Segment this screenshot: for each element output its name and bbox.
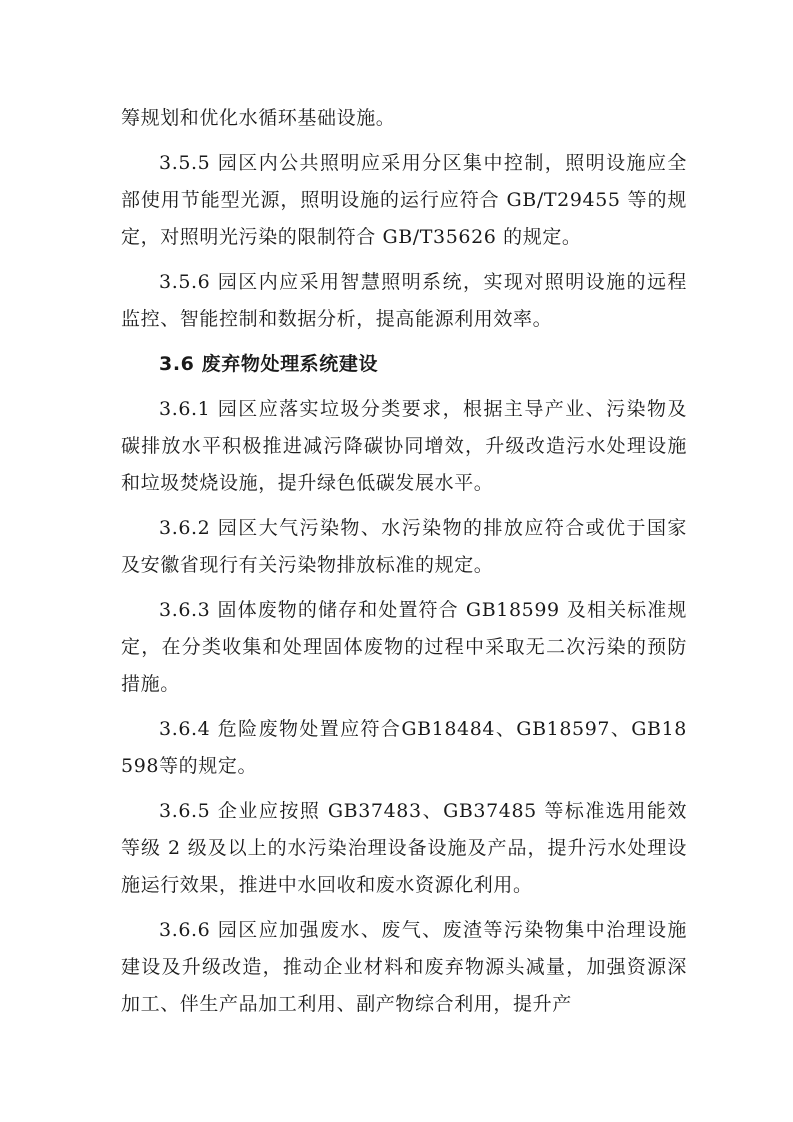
paragraph-3-6-6: 3.6.6 园区应加强废水、废气、废渣等污染物集中治理设施建设及升级改造，推动企业材料和废弃物源头减量，加强资源深加工、伴生产品加工利用、副产物综合利用，提升产: [121, 919, 687, 1015]
paragraph-3-6-2: 3.6.2 园区大气污染物、水污染物的排放应符合或优于国家及安徽省现行有关污染物排放标准的规定。: [121, 517, 687, 576]
paragraph-3-5-5: 3.5.5 园区内公共照明应采用分区集中控制，照明设施应全部使用节能型光源，照明设施的运行应符合 GB/T29455 等的规定，对照明光污染的限制符合 GB/T35626 的规定。: [121, 152, 687, 248]
paragraph-3-5-6: 3.5.6 园区内应采用智慧照明系统，实现对照明设施的远程监控、智能控制和数据分析，提高能源利用效率。: [121, 271, 687, 330]
paragraph-3-6-4: 3.6.4 危险废物处置应符合GB18484、GB18597、GB18598等的规定。: [121, 718, 687, 777]
paragraph-3-6-3: 3.6.3 固体废物的储存和处置符合 GB18599 及相关标准规定，在分类收集和处理固体废物的过程中采取无二次污染的预防措施。: [121, 599, 687, 695]
paragraph-3-6-1: 3.6.1 园区应落实垃圾分类要求，根据主导产业、污染物及碳排放水平积极推进减污降碳协同增效，升级改造污水处理设施和垃圾焚烧设施，提升绿色低碳发展水平。: [121, 398, 687, 494]
paragraph-continued: 筹规划和优化水循环基础设施。: [121, 107, 396, 129]
section-heading-3-6: 3.6 废弃物处理系统建设: [159, 353, 379, 375]
paragraph-3-6-5: 3.6.5 企业应按照 GB37483、GB37485 等标准选用能效等级 2 级及以上的水污染治理设备设施及产品，提升污水处理设施运行效果，推进中水回收和废水资源化利用。: [121, 800, 687, 896]
document-body: [121, 100, 687, 1031]
